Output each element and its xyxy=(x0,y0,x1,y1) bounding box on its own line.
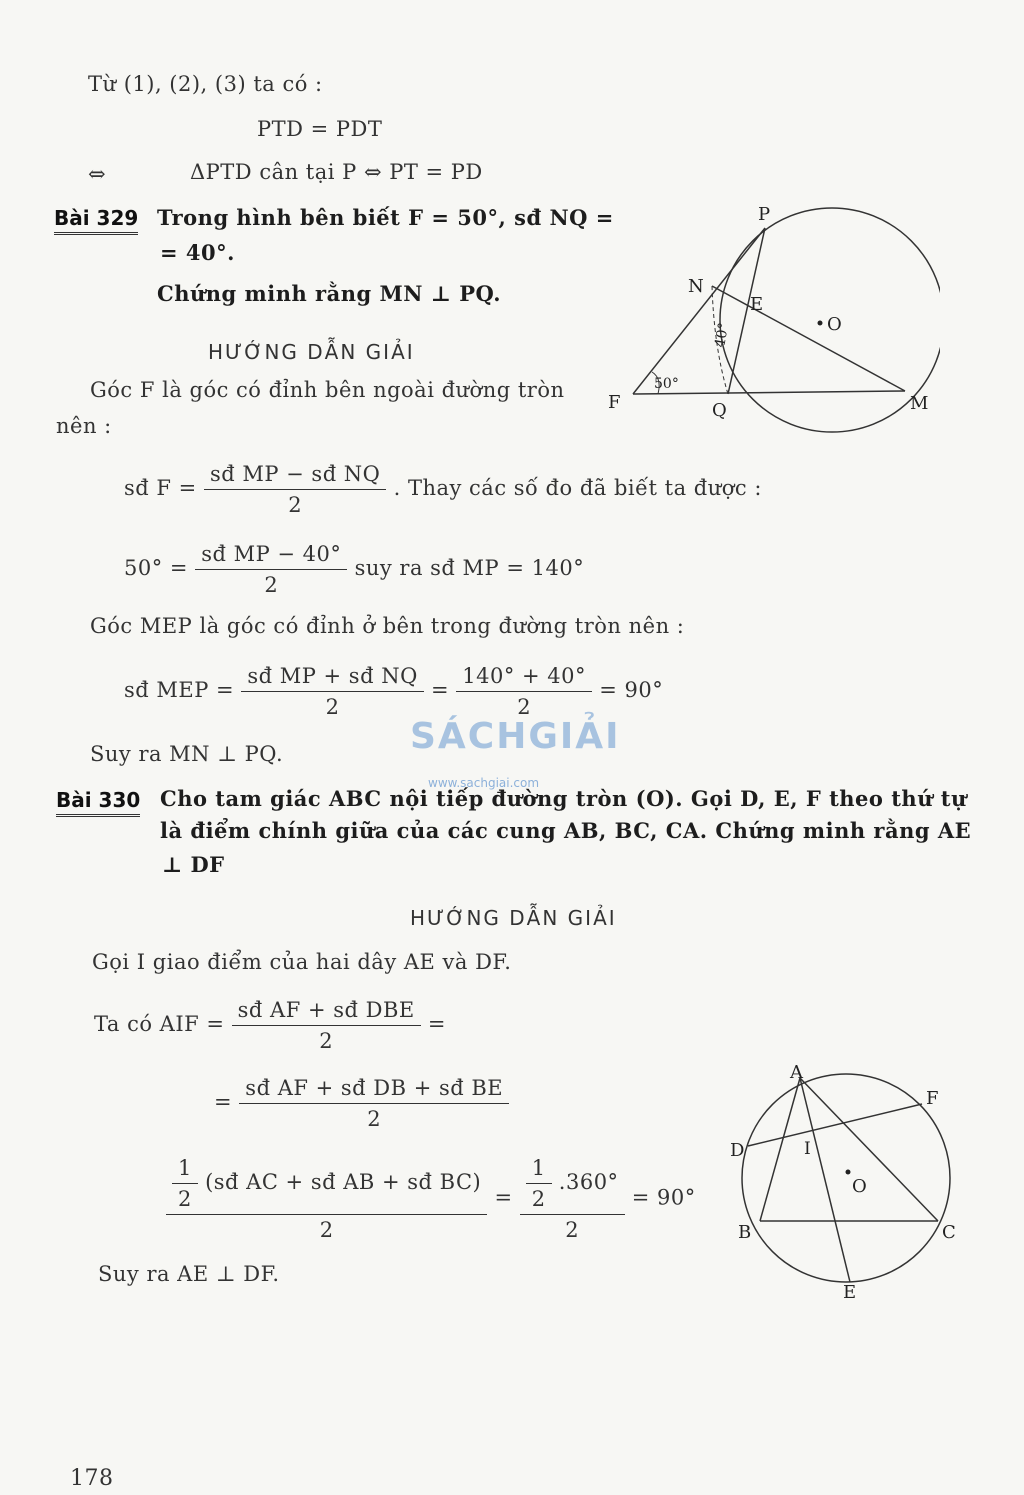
formula-lhs: Ta có AIF = xyxy=(94,1012,225,1036)
fraction xyxy=(456,664,592,719)
exercise-329-question-line3: Chứng minh rằng MN ⊥ PQ. xyxy=(157,281,502,306)
point-O-label: O xyxy=(852,1176,867,1197)
numerator: 140° + 40° xyxy=(456,664,592,692)
center-point-O xyxy=(818,321,823,326)
point-E-label: E xyxy=(750,294,764,315)
line-FP xyxy=(633,228,765,394)
point-M-label: M xyxy=(910,393,929,414)
denominator: 2 xyxy=(565,1218,580,1242)
denominator: 2 xyxy=(319,1218,334,1242)
formula-sd-MEP xyxy=(124,664,663,719)
point-P-label: P xyxy=(758,204,771,225)
line-from-1-2-3: Từ (1), (2), (3) ta có : xyxy=(88,72,323,96)
solution-329-line1: Góc F là góc có đỉnh bên ngoài đường tròn xyxy=(90,378,565,402)
half-numerator: 1 xyxy=(526,1156,552,1184)
denominator: 2 xyxy=(325,695,340,719)
equals: = xyxy=(494,1185,513,1210)
half-denominator: 2 xyxy=(178,1187,192,1211)
point-F-label: F xyxy=(926,1088,939,1109)
point-I-label: I xyxy=(804,1139,811,1159)
formula-lhs: 50° = xyxy=(124,556,188,580)
watermark-url: www.sachgiai.com xyxy=(428,776,540,790)
point-B-label: B xyxy=(738,1222,752,1243)
formula-half-circle xyxy=(166,1156,696,1242)
denominator: 2 xyxy=(367,1107,382,1131)
numerator: sđ AF + sđ DB + sđ BE xyxy=(239,1076,509,1104)
figure-329 xyxy=(600,198,940,438)
denominator: 2 xyxy=(319,1029,334,1053)
solution-heading-330: HƯỚNG DẪN GIẢI xyxy=(410,906,617,930)
formula-tail: suy ra sđ MP = 140° xyxy=(354,556,585,580)
chord-AE xyxy=(800,1078,850,1282)
exercise-330-question-line2: là điểm chính giữa của các cung AB, BC, CA. Chứng minh rằng AE xyxy=(160,818,972,843)
center-point-O xyxy=(846,1170,851,1175)
point-N-label: N xyxy=(688,276,704,297)
solution-329-line2: nên : xyxy=(56,414,112,438)
half-fraction xyxy=(526,1156,552,1211)
fraction xyxy=(241,664,423,719)
outer-fraction xyxy=(166,1156,487,1242)
numerator: sđ MP − sđ NQ xyxy=(204,462,386,490)
formula-AIF xyxy=(94,998,446,1053)
full-circle: .360° xyxy=(558,1170,619,1194)
point-A-label: A xyxy=(790,1062,803,1083)
formula-tail: . Thay các số đo đã biết ta được : xyxy=(393,476,762,500)
arc-sum: (sđ AC + sđ AB + sđ BC) xyxy=(205,1170,482,1194)
solution-329-conclusion: Suy ra MN ⊥ PQ. xyxy=(90,742,284,766)
chord-DF xyxy=(748,1104,922,1146)
fraction xyxy=(239,1076,509,1131)
fraction xyxy=(195,542,347,597)
solution-330-line1: Gọi I giao điểm của hai dây AE và DF. xyxy=(92,950,512,974)
exercise-329-question-line2: = 40°. xyxy=(160,240,235,265)
fraction xyxy=(204,462,386,517)
point-Q-label: Q xyxy=(712,400,727,421)
exercise-329-label: Bài 329 xyxy=(54,206,138,235)
equivalence-arrow: ⇔ xyxy=(88,162,107,186)
denominator: 2 xyxy=(264,573,279,597)
numerator: sđ AF + sđ DBE xyxy=(232,998,421,1026)
denominator: 2 xyxy=(288,493,303,517)
solution-329-line3: Góc MEP là góc có đỉnh ở bên trong đường tròn nên : xyxy=(90,614,685,638)
result: = 90° xyxy=(599,678,664,702)
exercise-330-label: Bài 330 xyxy=(56,788,140,817)
point-C-label: C xyxy=(942,1222,956,1243)
side-AC xyxy=(800,1078,938,1221)
formula-expanded xyxy=(214,1076,509,1131)
half-fraction xyxy=(172,1156,198,1211)
equals: = xyxy=(214,1090,233,1114)
numerator: sđ MP − 40° xyxy=(195,542,347,570)
angle-equality: PTD = PDT xyxy=(257,117,383,141)
formula-lhs: sđ MEP = xyxy=(124,678,235,702)
numerator xyxy=(520,1156,625,1215)
point-D-label: D xyxy=(730,1140,745,1161)
angle-F-label: 50° xyxy=(654,376,679,392)
exercise-330-question-line1: Cho tam giác ABC nội tiếp đường tròn (O). Gọi D, E, F theo thứ tự xyxy=(160,786,967,811)
figure-330 xyxy=(720,1058,970,1302)
exercise-330-question-line3: ⊥ DF xyxy=(162,852,225,877)
point-F-label: F xyxy=(608,392,621,413)
numerator xyxy=(166,1156,487,1215)
half-denominator: 2 xyxy=(531,1187,546,1211)
arc-NQ-label: 40° xyxy=(712,321,733,349)
equals: = xyxy=(430,678,450,702)
watermark-brand: SÁCHGIẢI xyxy=(410,716,621,757)
right-fraction xyxy=(520,1156,625,1242)
formula-lhs: sđ F = xyxy=(124,476,197,500)
exercise-329-question-line1: Trong hình bên biết F = 50°, sđ NQ = xyxy=(157,205,614,230)
isosceles-conclusion: ΔPTD cân tại P ⇔ PT = PD xyxy=(190,160,483,184)
half-numerator: 1 xyxy=(172,1156,198,1184)
formula-sd-F xyxy=(124,462,762,517)
fraction xyxy=(232,998,421,1053)
formula-50-degrees xyxy=(124,542,584,597)
numerator: sđ MP + sđ NQ xyxy=(241,664,423,692)
point-E-label: E xyxy=(843,1282,857,1302)
solution-330-conclusion: Suy ra AE ⊥ DF. xyxy=(98,1262,280,1286)
page-number: 178 xyxy=(70,1466,114,1491)
result: = 90° xyxy=(631,1185,696,1210)
point-O-label: O xyxy=(827,314,842,335)
equals: = xyxy=(427,1012,447,1036)
side-AB xyxy=(760,1078,800,1221)
solution-heading-329: HƯỚNG DẪN GIẢI xyxy=(208,340,415,364)
denominator: 2 xyxy=(517,695,532,719)
